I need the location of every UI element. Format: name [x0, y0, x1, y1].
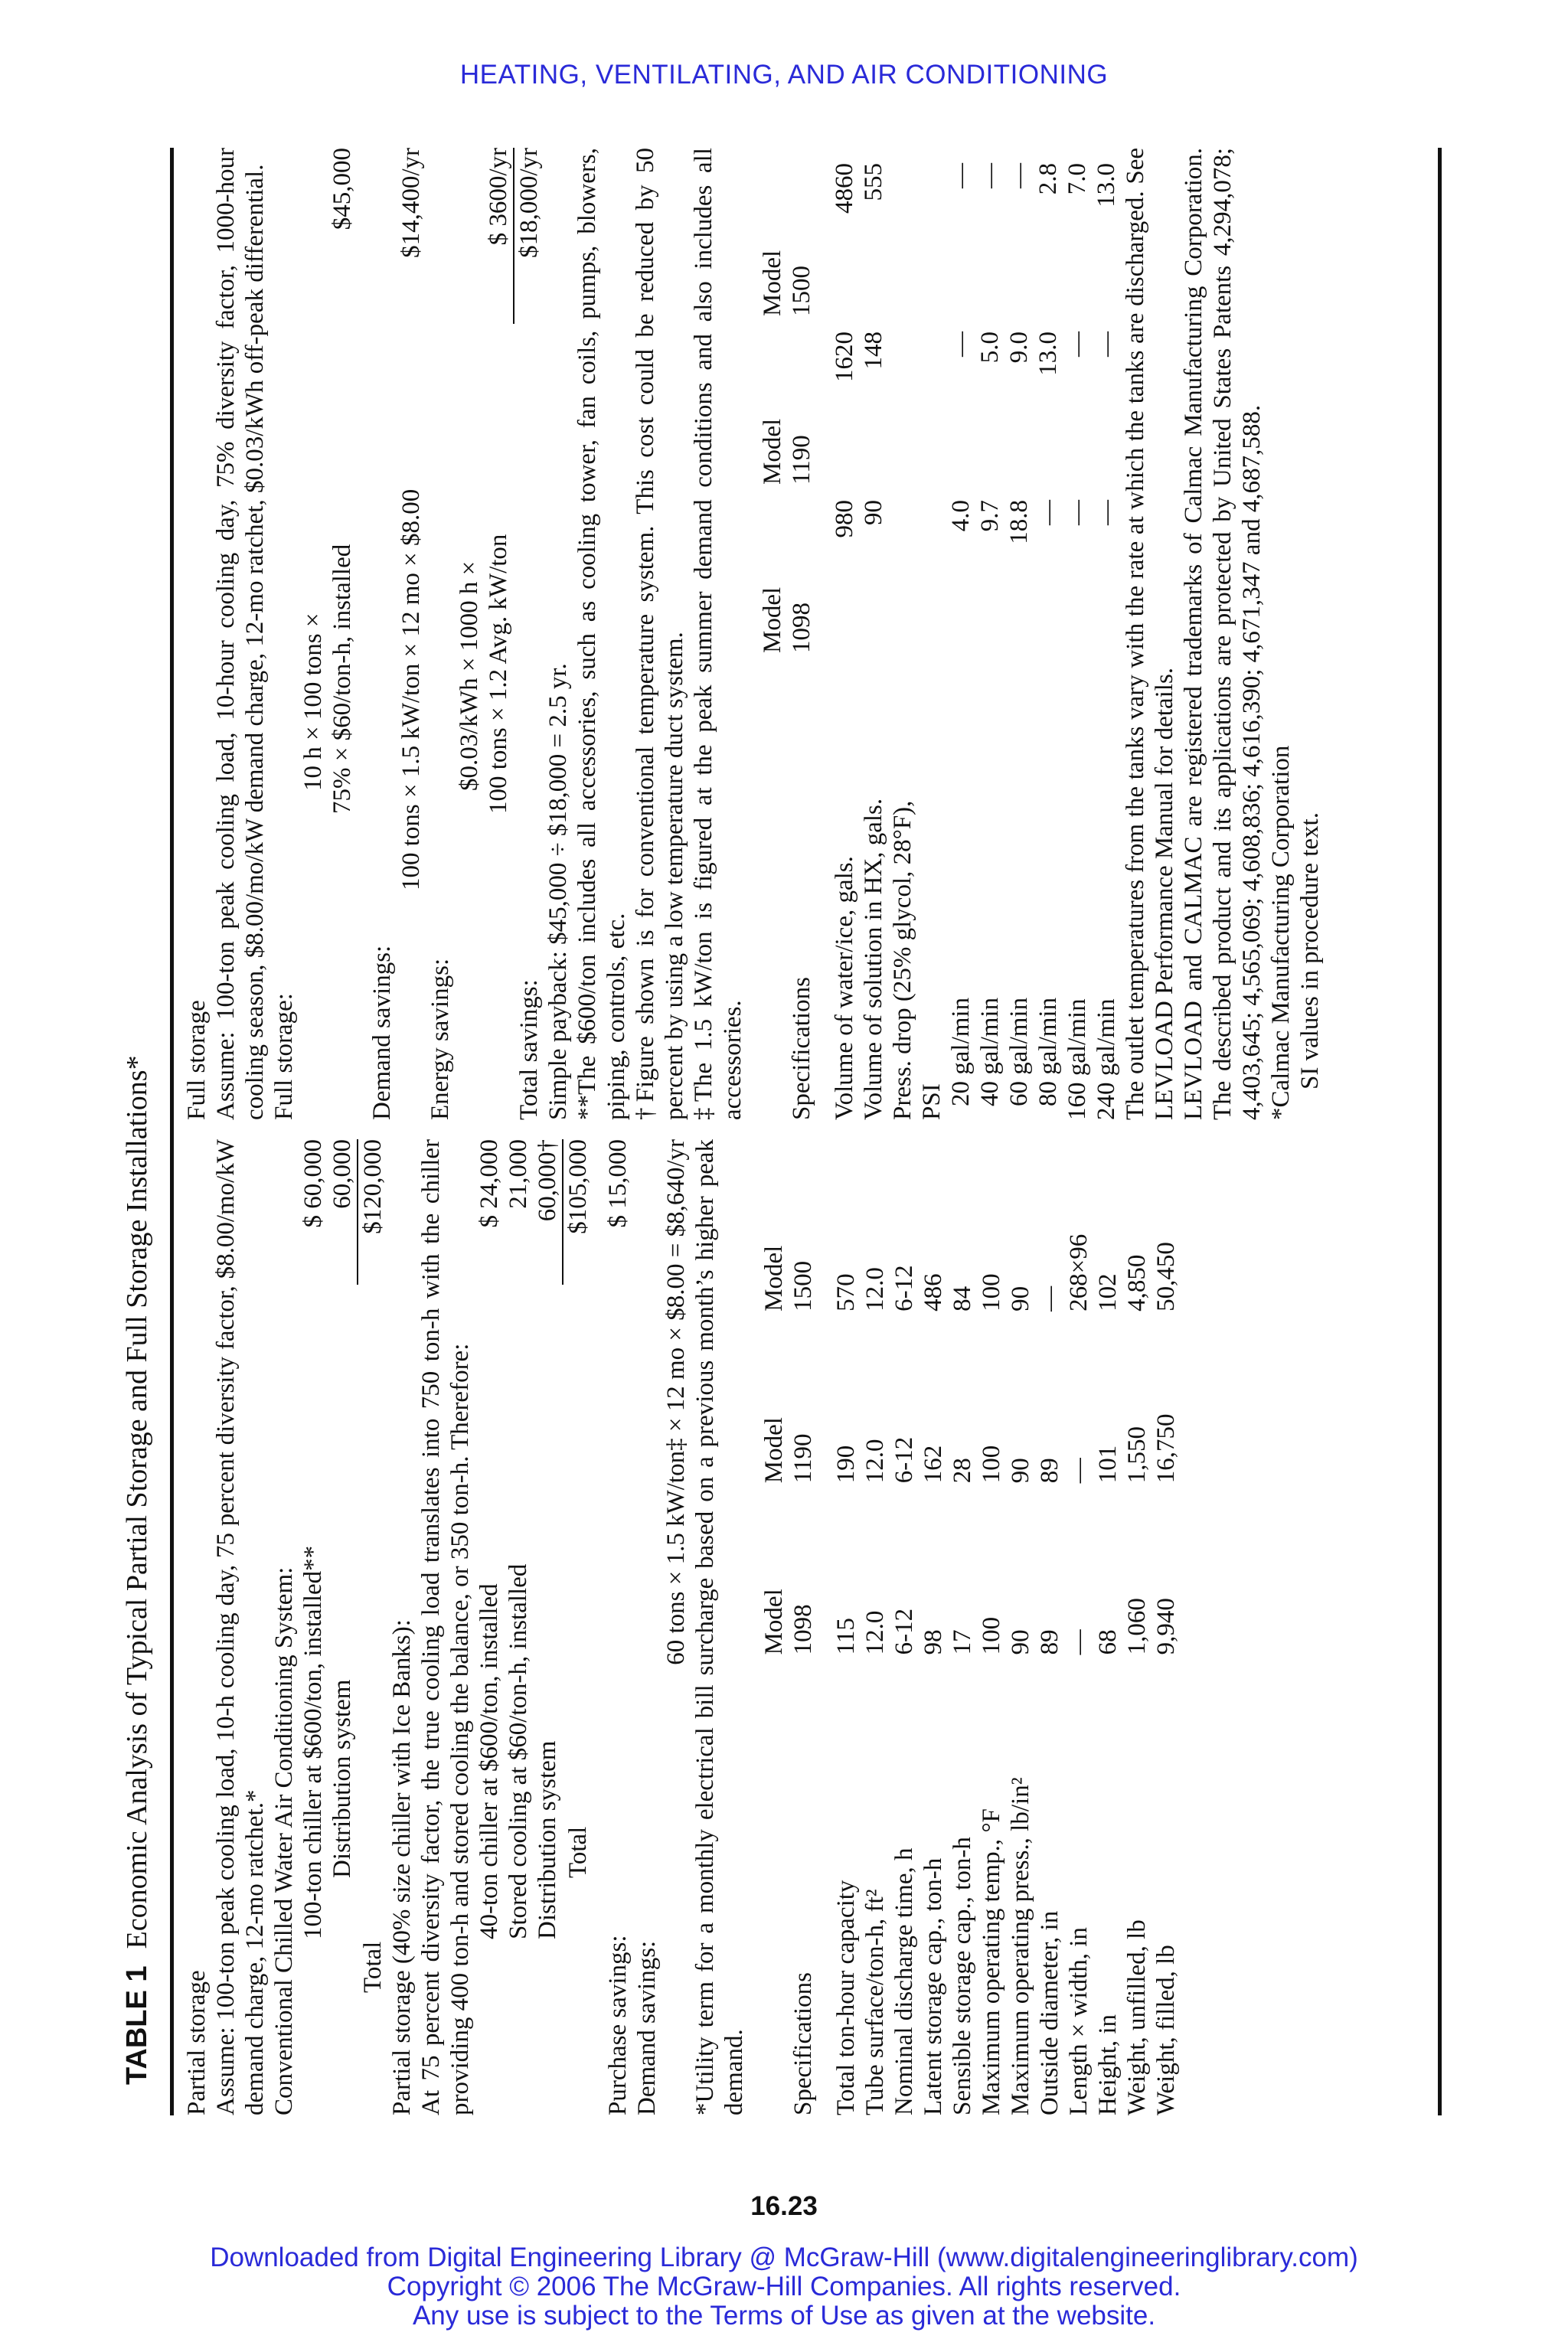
table-row: Maximum operating press., lb/in² 90 90 90 [1007, 1285, 1034, 2115]
table-row: Volume of water/ice, gals. 980 1620 4860 [831, 163, 858, 1120]
table-row: Outside diameter, in 89 89 — [1036, 1285, 1063, 2115]
ice-item: Stored cooling at $60/ton-h, installed 21,000 [505, 1139, 532, 1939]
download-footer [0, 2243, 1568, 2331]
energy-line2: 100 tons × 1.2 Avg. kW/ton $ 3600/yr [484, 148, 514, 1120]
ice-item: Distribution system 60,000† [533, 1139, 564, 2115]
note-dagger: †Figure shown is for conventional temperature system. This cost could be reduced by 50 percent by using a low temperature duct system. [632, 148, 688, 1120]
table-row: Maximum operating temp., °F 100 100 100 [978, 1273, 1005, 2115]
table-row: Latent storage cap., ton-h 98 162 486 [920, 1273, 947, 2115]
ice-total: Total $105,000 [564, 1139, 592, 1878]
spec-table-left [760, 1139, 1181, 2115]
source-note: *Calmac Manufacturing Corporation [1267, 745, 1295, 1120]
ice-item: 40-ton chiller at $600/ton, installed $ 24,000 [475, 1139, 503, 1939]
table-row: Nominal discharge time, h 6-12 6-12 6-12 [890, 1265, 918, 2115]
bottom-rule [1438, 148, 1442, 2115]
partial-storage-column [182, 1139, 1181, 2115]
table-caption: Economic Analysis of Typical Partial Storage and Full Storage Installations* [121, 1055, 153, 1949]
rotated-table [107, 148, 1485, 2115]
utility-note: *Utility term for a monthly electrical bill surcharge based on a previous month’s higher peak demand. [691, 1139, 748, 2115]
spec-header-row: Specifications Model 1098 Model 1190 Model 1500 [759, 250, 815, 1120]
table-row: 40 gal/min 9.7 5.0 — [976, 163, 1004, 1106]
table-row: Tube surface/ton-h, ft² 12.0 12.0 12.0 [861, 1267, 889, 2115]
conv-item: Distribution system 60,000 [328, 1139, 358, 2115]
table-row: 60 gal/min 18.8 9.0 — [1005, 163, 1033, 1106]
demand-savings-formula: 60 tons × 1.5 kW/ton‡ × 12 mo × $8.00 = $8,640/yr [662, 1139, 690, 1665]
table-row: PSI [918, 1083, 946, 1120]
running-head: HEATING, VENTILATING, AND AIR CONDITIONING [459, 60, 1109, 90]
partial-heading: Partial storage [183, 1970, 211, 2115]
full-demand-formula: 100 tons × 1.5 kW/ton × 12 mo × $8.00 $14,400/yr [397, 148, 425, 890]
ice-text: At 75 percent diversity factor, the true cooling load translates into 750 ton-h with the chiller providing 400 ton-h and stored cooling the balance, or 350 ton-h. Therefore: [417, 1139, 474, 2115]
spec-header-row: Specifications Model 1098 Model 1190 Model 1500 [760, 1245, 817, 2115]
table-row: 80 gal/min — 13.0 2.8 [1034, 163, 1062, 1106]
conv-item: 100-ton chiller at $600/ton, installed** $ 60,000 [299, 1139, 327, 1939]
table-title [107, 1055, 167, 2085]
full-assume: Assume: 100-ton peak cooling load, 10-hour cooling day, 75% diversity factor, 1000-hour cooling season, $8.00/mo/kW demand charge, 12-mo ratchet, $0.03/kWh off-peak differential. [212, 148, 269, 1120]
table-row: Sensible storage cap., ton-h 17 28 84 [949, 1285, 976, 2115]
spec-table-right [758, 148, 1121, 1120]
table-row: Length × width, in — — 268×96 [1065, 1233, 1093, 2115]
table-row: Press. drop (25% glycol, 28°F), [889, 800, 916, 1120]
full-demand-label: Demand savings: [368, 945, 396, 1120]
demand-savings-label: Demand savings: [633, 1940, 661, 2115]
partial-assume: Assume: 100-ton peak cooling load, 10-h cooling day, 75 percent diversity factor, $8.00/mo/kW demand charge, 12-mo ratchet.* [212, 1139, 269, 2115]
table-row: 20 gal/min 4.0 — — [947, 163, 975, 1106]
table-row: Height, in 68 101 102 [1094, 1273, 1122, 2115]
table-row: Total ton-hour capacity 115 190 570 [832, 1273, 860, 2115]
si-note: SI values in procedure text. [1296, 812, 1324, 1089]
full-storage-label: Full storage: [270, 993, 298, 1120]
trademark-note: LEVLOAD and CALMAC are registered trademarks of Calmac Manufacturing Corporation. The described product and its applications are protected by United States Patents 4,294,078; 4,403,645; 4,565,069; 4,608,836; 4,616,390; 4,671,347 and 4,687,588. [1180, 148, 1266, 1120]
table-number: TABLE 1 [121, 1965, 153, 2085]
footer-line-1[interactable]: Downloaded from Digital Engineering Library @ McGraw-Hill (www.digitalengineeringlibrary.com) [210, 2243, 1358, 2272]
full-storage-column [182, 148, 1325, 1120]
conventional-heading: Conventional Chilled Water Air Conditioning System: [270, 1566, 298, 2115]
energy-label: Energy savings: [426, 958, 454, 1120]
note-accessories: **The $600/ton includes all accessories, such as cooling tower, fan coils, pumps, blowers, piping, controls, etc. [573, 148, 630, 1120]
energy-line1: $0.03/kWh × 1000 h × [456, 560, 483, 791]
purchase-savings: Purchase savings: $ 15,000 [604, 1139, 632, 2115]
table-row: Weight, unfilled, lb 1,060 1,550 4,850 [1123, 1254, 1151, 2115]
footer-line-2: Copyright © 2006 The McGraw-Hill Companies. All rights reserved. [387, 2272, 1181, 2301]
ice-heading: Partial storage (40% size chiller with Ice Banks): [388, 1619, 416, 2115]
outlet-note: The outlet temperatures from the tanks vary with the rate at which the tanks are discharged. See LEVLOAD Performance Manual for details. [1122, 148, 1178, 1120]
table-row: Volume of solution in HX, gals. 90 148 555 [860, 163, 887, 1120]
full-storage-line1: 10 h × 100 tons × [299, 612, 327, 791]
table-row: 160 gal/min — — 7.0 [1063, 163, 1091, 1120]
note-double-dagger: ‡The 1.5 kW/ton is figured at the peak summer demand conditions and also includes all accessories. [690, 148, 746, 1120]
full-storage-line2: 75% × $60/ton-h, installed $45,000 [328, 148, 356, 814]
full-heading: Full storage [183, 1000, 211, 1120]
footer-line-3[interactable]: Any use is subject to the Terms of Use as given at the website. [412, 2301, 1156, 2331]
simple-payback: Simple payback: $45,000 ÷ $18,000 = 2.5 yr. [544, 663, 572, 1120]
page-number: 16.23 [750, 2191, 818, 2221]
table-row: 240 gal/min — — 13.0 [1093, 163, 1120, 1120]
total-savings: Total savings: $18,000/yr [515, 148, 543, 1120]
table-row: Weight, filled, lb 9,940 16,750 50,450 [1152, 1242, 1180, 2115]
top-rule [170, 148, 174, 2115]
conv-total: Total $120,000 [359, 1139, 387, 1993]
